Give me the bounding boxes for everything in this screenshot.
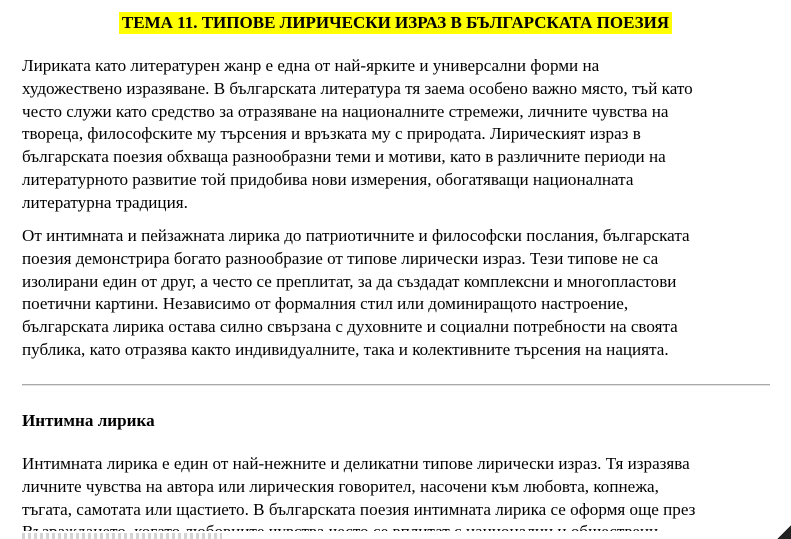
document-title: ТЕМА 11. ТИПОВЕ ЛИРИЧЕСКИ ИЗРАЗ В БЪЛГАРСКАТА ПОЕЗИЯ [119, 12, 672, 34]
title-container [0, 12, 791, 35]
paragraph-line: публика, като отразява както индивидуалните, така и колективните търсения на нацията. [22, 339, 669, 359]
paragraph-line: българската лирика остава силно свързана с духовните и социални потребности на своята [22, 317, 678, 337]
paragraph-line: художествено изразяване. В българската литература тя заема особено важно място, тъй като [22, 78, 693, 98]
paragraph-line: тъгата, самотата или щастието. В българската поезия интимната лирика се оформя още през [22, 499, 696, 519]
paragraph-line: Интимната лирика е един от най-нежните и деликатни типове лирически израз. Тя изразява [22, 454, 690, 473]
partial-text-fragment [22, 533, 222, 539]
paragraph-line: От интимната и пейзажната лирика до патриотичните и философски послания, българската [22, 226, 690, 245]
paragraph-line: твореца, философските му търсения и връзката му с природата. Лирическият израз в [22, 124, 641, 144]
paragraph-line: литературното развитие той придобива нови измерения, обогатяващи националната [22, 169, 634, 189]
intimate-lyric-paragraph [22, 453, 752, 539]
cut-off-next-line [0, 531, 791, 539]
paragraph-line: Лириката като литературен жанр е една от най-ярките и универсални форми на [22, 56, 600, 75]
paragraph-line: българската поезия обхваща разнообразни теми и мотиви, като в различните периоди на [22, 147, 666, 167]
section-heading: Интимна лирика [22, 411, 155, 430]
overview-paragraph [22, 225, 752, 362]
paragraph-line: изолирани един от друг, а често се преплитат, за да създадат комплексни и многопластови [22, 271, 677, 291]
page-corner-icon [777, 525, 791, 539]
horizontal-rule [22, 384, 770, 386]
paragraph-line: често служи като средство за отразяване на националните стремежи, личните чувства на [22, 101, 669, 121]
paragraph-line: литературна традиция. [22, 192, 188, 212]
paragraph-line: поезия демонстрира богато разнообразие от типове лирически израз. Тези типове не са [22, 248, 659, 268]
intro-paragraph [22, 55, 752, 215]
paragraph-line: поетични картини. Независимо от формалния стил или доминиращото настроение, [22, 294, 629, 314]
paragraph-line: личните чувства на автора или лирическия говорител, насочени към любовта, копнежа, [22, 476, 659, 496]
